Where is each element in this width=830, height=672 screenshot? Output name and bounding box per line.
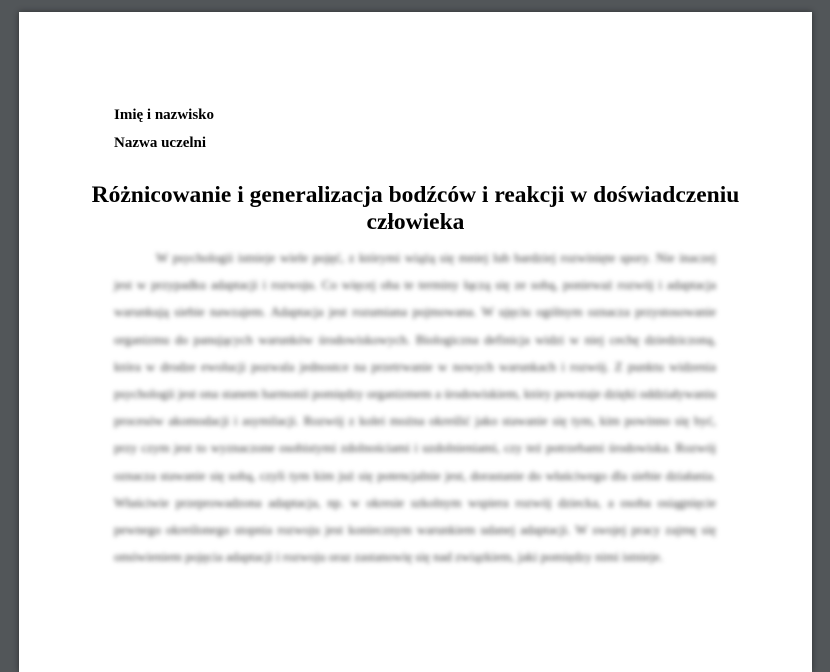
- institution-name-label: Nazwa uczelni: [114, 135, 207, 151]
- body-paragraph: W psychologii istnieje wiele pojęć, z którymi wiążą się mniej lub bardziej rozwinięte spory. Nie inaczej jest w przypadku adaptacji i rozwoju. Co więcej oba te terminy łączą się ze sobą, ponieważ rozwój i adaptacja warunkują siebie nawzajem. Adaptacja jest rozumiana pojmowana. W ujęciu ogólnym oznacza przystosowanie organizmu do panujących warunków środowiskowych. Biologiczna definicja widzi w niej cechę dziedziczoną, która w drodze ewolucji pozwala jednostce na przetrwanie w nowych warunkach i rozwój. Z punktu widzenia psychologii jest ona stanem harmonii pomiędzy organizmem a środowiskiem, który powstaje dzięki oddziaływaniu procesów akomodacji i asymilacji. Rozwój z kolei można określić jako stawanie się tym, kim powinno się być, przy czym jest to wyznaczone osobistymi zdolnościami i uzdolnieniami, czy też potrzebami środowiska. Rozwój oznacza stawanie się sobą, czyli tym kim już się potencjalnie jest, dorastanie do właściwego dla siebie działania. Właściwie przeprowadzona adaptacja, np. w okresie szkolnym wspiera rozwój dziecka, a osoba osiągnięcie pewnego określonego stopnia rozwoju jest koniecznym warunkiem udanej adaptacji. W swojej pracy zajmę się omówieniem pojęcia adaptacji i rozwoju oraz zastanowię się nad związkiem, jaki pomiędzy nimi istnieje.: [114, 250, 716, 565]
- document-page: [19, 12, 812, 672]
- document-title: Różnicowanie i generalizacja bodźców i reakcji w doświadczeniu człowieka: [91, 182, 740, 235]
- author-name-label: Imię i nazwisko: [114, 107, 215, 123]
- body-text-blurred: [114, 244, 716, 570]
